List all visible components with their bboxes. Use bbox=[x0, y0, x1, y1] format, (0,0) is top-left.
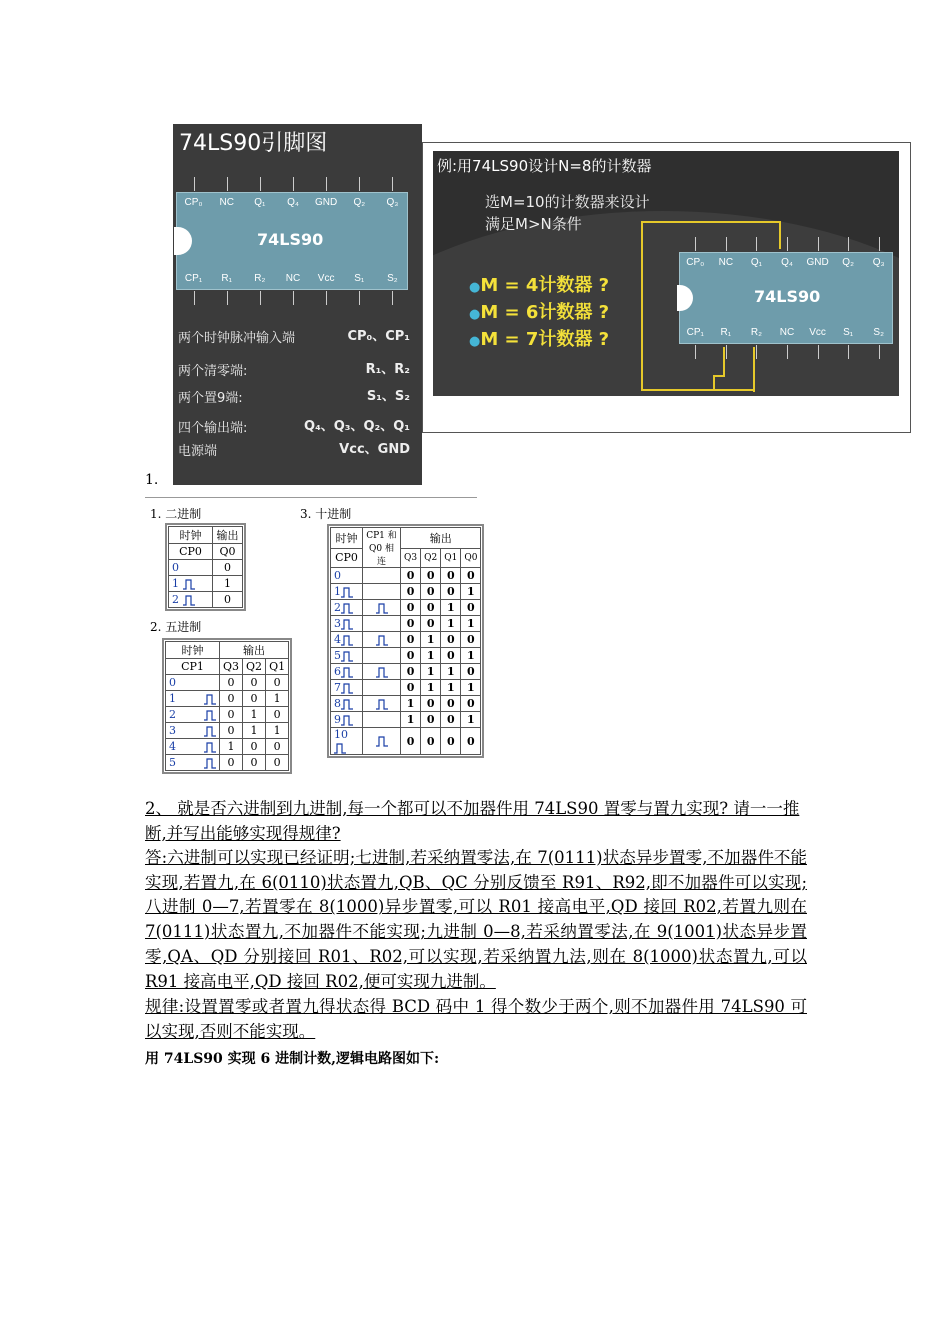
pin-lead bbox=[326, 177, 327, 191]
pin-label: Q₄ bbox=[287, 197, 299, 208]
cell: 1 bbox=[220, 739, 243, 755]
feedback-wire bbox=[713, 389, 755, 391]
cell: 1 bbox=[421, 632, 441, 648]
pin-lead bbox=[293, 291, 294, 305]
pin-label: R₂ bbox=[750, 327, 762, 338]
table-row bbox=[331, 632, 481, 648]
feedback-wire bbox=[723, 347, 725, 377]
cell: 0 bbox=[266, 739, 289, 755]
chip-notch bbox=[677, 285, 693, 311]
cell: 0 bbox=[441, 632, 461, 648]
pin-lead bbox=[260, 177, 261, 191]
pin-lead bbox=[227, 177, 228, 191]
pin-label: GND bbox=[315, 197, 338, 208]
feedback-wire bbox=[641, 221, 781, 223]
chip-notch bbox=[174, 227, 192, 255]
pin-label: R₁ bbox=[720, 327, 732, 338]
rule-text: 规律:设置置零或者置九得状态得 BCD 码中 1 得个数少于两个,则不加器件用 74LS90 可以实现,否则不能实现。 bbox=[145, 997, 807, 1041]
cell: 4 bbox=[169, 740, 176, 753]
cell: 5 bbox=[334, 649, 341, 662]
bullet-icon: ● bbox=[469, 280, 481, 295]
pin-lead bbox=[726, 345, 727, 359]
pin-label: CP₀ bbox=[184, 197, 203, 208]
cell: 4 bbox=[334, 633, 341, 646]
cell: 0 bbox=[421, 728, 441, 755]
table-row bbox=[331, 712, 481, 728]
pin-lead bbox=[726, 237, 727, 251]
col-header: CP0 bbox=[169, 544, 213, 560]
clock-pulse-icon bbox=[376, 699, 388, 710]
cell: 0 bbox=[461, 632, 481, 648]
col-header: Q2 bbox=[243, 659, 266, 675]
cell: 3 bbox=[334, 617, 341, 630]
cell: 1 bbox=[421, 648, 441, 664]
cell: 0 bbox=[172, 561, 179, 574]
clock-pulse-icon bbox=[376, 667, 388, 678]
cell: 9 bbox=[334, 713, 341, 726]
cell: 1 bbox=[421, 664, 441, 680]
col-header: CP0 bbox=[331, 548, 363, 567]
clock-pulse-icon bbox=[204, 710, 216, 721]
table-row bbox=[331, 648, 481, 664]
cell: 0 bbox=[441, 712, 461, 728]
clock-pulse-icon bbox=[334, 743, 346, 754]
col-header: 输出 bbox=[213, 527, 243, 544]
decimal-table bbox=[330, 527, 481, 755]
cell: 0 bbox=[421, 568, 441, 584]
counter-option-text: M = 6计数器 ? bbox=[480, 302, 610, 323]
pin-label: CP₁ bbox=[686, 327, 704, 338]
pin-lead bbox=[326, 291, 327, 305]
pin-lead bbox=[695, 237, 696, 251]
cell: 0 bbox=[220, 723, 243, 739]
col-header: Q3 bbox=[220, 659, 243, 675]
counter-option-text: M = 7计数器 ? bbox=[480, 329, 610, 350]
clock-pulse-icon bbox=[341, 603, 353, 614]
cell: 3 bbox=[169, 724, 176, 737]
cell: 0 bbox=[421, 600, 441, 616]
item-number: 1. bbox=[145, 472, 159, 488]
cell: 0 bbox=[461, 728, 481, 755]
clock-pulse-icon bbox=[183, 579, 195, 590]
table-row bbox=[166, 675, 289, 691]
counter-option bbox=[469, 298, 609, 324]
col-header: Q0 bbox=[461, 548, 481, 567]
pin-group-label: 两个清零端: bbox=[178, 364, 248, 379]
cell: 0 bbox=[441, 696, 461, 712]
pin-lead bbox=[848, 237, 849, 251]
cell: 1 bbox=[461, 584, 481, 600]
cell: 0 bbox=[334, 569, 341, 582]
table-row bbox=[331, 696, 481, 712]
clock-pulse-icon bbox=[341, 715, 353, 726]
cell: 0 bbox=[266, 755, 289, 771]
chip-label: 74LS90 bbox=[754, 287, 821, 306]
divider bbox=[145, 497, 477, 498]
pin-group-value: R₁、R₂ bbox=[365, 362, 410, 377]
cell: 0 bbox=[461, 568, 481, 584]
col-header: 输出 bbox=[220, 642, 289, 659]
pin-lead bbox=[756, 345, 757, 359]
table-row bbox=[166, 691, 289, 707]
table-row bbox=[166, 707, 289, 723]
col-header: CP1 和 Q0 相连 bbox=[363, 528, 401, 568]
pin-lead bbox=[293, 177, 294, 191]
clock-pulse-icon bbox=[204, 726, 216, 737]
pin-lead bbox=[787, 345, 788, 359]
table-row bbox=[169, 592, 243, 608]
cell: 8 bbox=[334, 697, 341, 710]
table-row bbox=[331, 600, 481, 616]
clock-pulse-icon bbox=[341, 635, 353, 646]
clock-pulse-icon bbox=[376, 603, 388, 614]
pin-lead bbox=[848, 345, 849, 359]
chip-label: 74LS90 bbox=[257, 230, 324, 249]
cell: 6 bbox=[334, 665, 341, 678]
clock-pulse-icon bbox=[204, 742, 216, 753]
pin-label: GND bbox=[806, 257, 829, 268]
cell: 1 bbox=[334, 585, 341, 598]
clock-pulse-icon bbox=[376, 635, 388, 646]
pin-label: Q₁ bbox=[254, 197, 266, 208]
pinout-panel bbox=[173, 124, 422, 485]
clock-pulse-icon bbox=[341, 619, 353, 630]
cell: 1 bbox=[461, 616, 481, 632]
pin-lead bbox=[194, 177, 195, 191]
pin-label: S₂ bbox=[387, 273, 398, 284]
chip-diagram bbox=[176, 192, 408, 290]
cell: 1 bbox=[461, 648, 481, 664]
cell: 1 bbox=[401, 696, 421, 712]
pin-lead bbox=[260, 291, 261, 305]
cell: 0 bbox=[401, 680, 421, 696]
cell: 0 bbox=[461, 664, 481, 680]
cell: 0 bbox=[441, 648, 461, 664]
cell: 1 bbox=[172, 577, 179, 590]
cell: 0 bbox=[213, 560, 243, 576]
pin-lead bbox=[359, 291, 360, 305]
cell: 0 bbox=[401, 664, 421, 680]
cell: 0 bbox=[220, 755, 243, 771]
table-row bbox=[331, 616, 481, 632]
table-row bbox=[331, 728, 481, 755]
col-header: Q0 bbox=[213, 544, 243, 560]
clock-pulse-icon bbox=[341, 667, 353, 678]
counter-option-text: M = 4计数器 ? bbox=[480, 275, 610, 296]
chip-diagram bbox=[679, 252, 893, 344]
cell: 0 bbox=[441, 568, 461, 584]
cell: 2 bbox=[334, 601, 341, 614]
col-header: Q1 bbox=[441, 548, 461, 567]
example-line1: 选M=10的计数器来设计 bbox=[485, 193, 650, 211]
cell: 0 bbox=[421, 712, 441, 728]
cell: 0 bbox=[441, 584, 461, 600]
pin-group-label: 电源端 bbox=[178, 444, 218, 459]
example-line2: 满足M>N条件 bbox=[485, 215, 582, 233]
pin-label: R₁ bbox=[221, 273, 232, 284]
decimal-caption: 3. 十进制 bbox=[300, 507, 352, 521]
decimal-table-box bbox=[327, 524, 484, 758]
counter-option bbox=[469, 325, 609, 351]
cell: 0 bbox=[220, 675, 243, 691]
pin-label: S₁ bbox=[843, 327, 854, 338]
cell: 0 bbox=[266, 707, 289, 723]
pin-group-value: Vcc、GND bbox=[339, 442, 410, 457]
table-row bbox=[166, 739, 289, 755]
cell: 2 bbox=[172, 593, 179, 606]
cell: 0 bbox=[401, 728, 421, 755]
quinary-table bbox=[165, 641, 289, 771]
clock-pulse-icon bbox=[204, 758, 216, 769]
binary-table-box bbox=[165, 523, 246, 611]
bullet-icon: ● bbox=[469, 334, 481, 349]
cell: 1 bbox=[461, 680, 481, 696]
cell: 0 bbox=[243, 755, 266, 771]
cell: 0 bbox=[401, 648, 421, 664]
feedback-wire bbox=[641, 389, 715, 391]
col-header: Q1 bbox=[266, 659, 289, 675]
cell: 1 bbox=[441, 664, 461, 680]
cell: 1 bbox=[213, 576, 243, 592]
pin-group-label: 四个输出端: bbox=[178, 421, 248, 436]
final-text: 用 74LS90 实现 6 进制计数,逻辑电路图如下: bbox=[145, 1051, 440, 1067]
col-header: CP1 bbox=[166, 659, 220, 675]
clock-pulse-icon bbox=[341, 683, 353, 694]
cell: 0 bbox=[243, 675, 266, 691]
cell: 0 bbox=[421, 584, 441, 600]
pin-lead bbox=[194, 291, 195, 305]
pin-label: Q₁ bbox=[750, 257, 762, 268]
cell: 1 bbox=[461, 712, 481, 728]
pin-lead bbox=[818, 345, 819, 359]
pin-label: Q₃ bbox=[386, 197, 399, 208]
cell: 1 bbox=[401, 712, 421, 728]
example-title: 例:用74LS90设计N=8的计数器 bbox=[437, 157, 652, 175]
cell: 0 bbox=[421, 696, 441, 712]
cell: 1 bbox=[441, 600, 461, 616]
pin-group-value: Q₄、Q₃、Q₂、Q₁ bbox=[304, 419, 410, 434]
pin-label: NC bbox=[285, 273, 301, 284]
pin-group-value: S₁、S₂ bbox=[366, 389, 410, 404]
cell: 0 bbox=[213, 592, 243, 608]
feedback-wire bbox=[779, 221, 781, 249]
cell: 0 bbox=[421, 616, 441, 632]
binary-caption: 1. 二进制 bbox=[150, 507, 202, 521]
cell: 10 bbox=[334, 728, 348, 741]
table-row bbox=[166, 755, 289, 771]
cell: 1 bbox=[243, 723, 266, 739]
cell: 0 bbox=[461, 696, 481, 712]
col-header: 时钟 bbox=[169, 527, 213, 544]
table-row bbox=[166, 723, 289, 739]
cell: 0 bbox=[266, 675, 289, 691]
pin-group-label: 两个时钟脉冲输入端 bbox=[178, 331, 296, 346]
pin-lead bbox=[787, 237, 788, 251]
cell: 1 bbox=[243, 707, 266, 723]
pin-lead bbox=[756, 237, 757, 251]
pin-lead bbox=[392, 291, 393, 305]
feedback-wire bbox=[641, 221, 643, 391]
pin-label: Q₄ bbox=[781, 257, 793, 268]
cell: 1 bbox=[266, 691, 289, 707]
pin-label: Vcc bbox=[809, 327, 826, 338]
pin-label: CP₁ bbox=[184, 273, 203, 284]
cell: 0 bbox=[401, 616, 421, 632]
cell: 0 bbox=[243, 739, 266, 755]
pin-label: S₁ bbox=[354, 273, 365, 284]
cell: 1 bbox=[266, 723, 289, 739]
pin-lead bbox=[695, 345, 696, 359]
cell: 0 bbox=[220, 691, 243, 707]
clock-pulse-icon bbox=[341, 699, 353, 710]
pin-lead bbox=[227, 291, 228, 305]
pinout-title: 74LS90引脚图 bbox=[179, 131, 328, 156]
cell: 0 bbox=[461, 600, 481, 616]
table-row bbox=[169, 560, 243, 576]
pin-lead bbox=[359, 177, 360, 191]
table-row bbox=[331, 680, 481, 696]
pin-label: Vcc bbox=[317, 273, 335, 284]
col-header: Q3 bbox=[401, 548, 421, 567]
binary-table bbox=[168, 526, 243, 608]
cell: 0 bbox=[243, 691, 266, 707]
cell: 7 bbox=[334, 681, 341, 694]
clock-pulse-icon bbox=[204, 694, 216, 705]
pin-label: Q₂ bbox=[353, 197, 366, 208]
cell: 1 bbox=[441, 616, 461, 632]
pin-label: Q₃ bbox=[872, 257, 885, 268]
table-row bbox=[331, 584, 481, 600]
pin-lead bbox=[879, 345, 880, 359]
clock-pulse-icon bbox=[341, 587, 353, 598]
pin-group-value: CP₀、CP₁ bbox=[347, 329, 410, 344]
pin-label: S₂ bbox=[873, 327, 884, 338]
cell: 0 bbox=[441, 728, 461, 755]
pin-label: R₂ bbox=[254, 273, 266, 284]
cell: 0 bbox=[220, 707, 243, 723]
col-header: 时钟 bbox=[331, 528, 363, 549]
cell: 0 bbox=[401, 632, 421, 648]
cell: 0 bbox=[401, 568, 421, 584]
clock-pulse-icon bbox=[376, 736, 388, 747]
cell: 0 bbox=[401, 600, 421, 616]
pin-label: NC bbox=[718, 257, 734, 268]
col-header: 时钟 bbox=[166, 642, 220, 659]
col-header: Q2 bbox=[421, 548, 441, 567]
pin-label: NC bbox=[219, 197, 234, 208]
cell: 1 bbox=[169, 692, 176, 705]
pin-label: CP₀ bbox=[686, 257, 705, 268]
table-row bbox=[169, 576, 243, 592]
clock-pulse-icon bbox=[183, 595, 195, 606]
feedback-wire bbox=[753, 347, 755, 392]
quinary-table-box bbox=[162, 638, 292, 774]
table-row bbox=[331, 568, 481, 584]
counter-option bbox=[469, 271, 609, 297]
cell: 1 bbox=[441, 680, 461, 696]
cell: 2 bbox=[169, 708, 176, 721]
bullet-icon: ● bbox=[469, 307, 481, 322]
col-header: 输出 bbox=[401, 528, 481, 549]
pin-label: NC bbox=[779, 327, 795, 338]
pin-lead bbox=[879, 237, 880, 251]
cell: 5 bbox=[169, 756, 176, 769]
quinary-caption: 2. 五进制 bbox=[150, 620, 202, 634]
cell: 0 bbox=[169, 676, 176, 689]
pin-lead bbox=[818, 237, 819, 251]
answer-text: 答:六进制可以实现已经证明;七进制,若采纳置零法,在 7(0111)状态异步置零,不加器件不能实现,若置九,在 6(0110)状态置九,QB、QC 分别反馈至 R91、R92,即不加器件可以实现;八进制 0—7,若置零在 8(1000)异步置零,可以 R01 接高电平,QD 接回 R02,若置九则在 7(0111)状态置九,不加器件不能实现;九进制 0—8,若采纳置零法,在 9(1001)状态异步置零,QA、QD 分别接回 R01、R02,可以实现,若采纳置九法,则在 8(1000)状态置九,可以 R91 接高电平,QD 接回 R02,便可实现九进制。 bbox=[145, 848, 807, 991]
pin-lead bbox=[392, 177, 393, 191]
question-text: 2、 就是否六进制到九进制,每一个都可以不加器件用 74LS90 置零与置九实现? 请一一推断,并写出能够实现得规律? bbox=[145, 799, 800, 843]
cell: 1 bbox=[421, 680, 441, 696]
clock-pulse-icon bbox=[341, 651, 353, 662]
example-panel bbox=[433, 151, 899, 396]
cell: 0 bbox=[401, 584, 421, 600]
pin-label: Q₂ bbox=[842, 257, 854, 268]
pin-group-label: 两个置9端: bbox=[178, 391, 243, 406]
table-row bbox=[331, 664, 481, 680]
